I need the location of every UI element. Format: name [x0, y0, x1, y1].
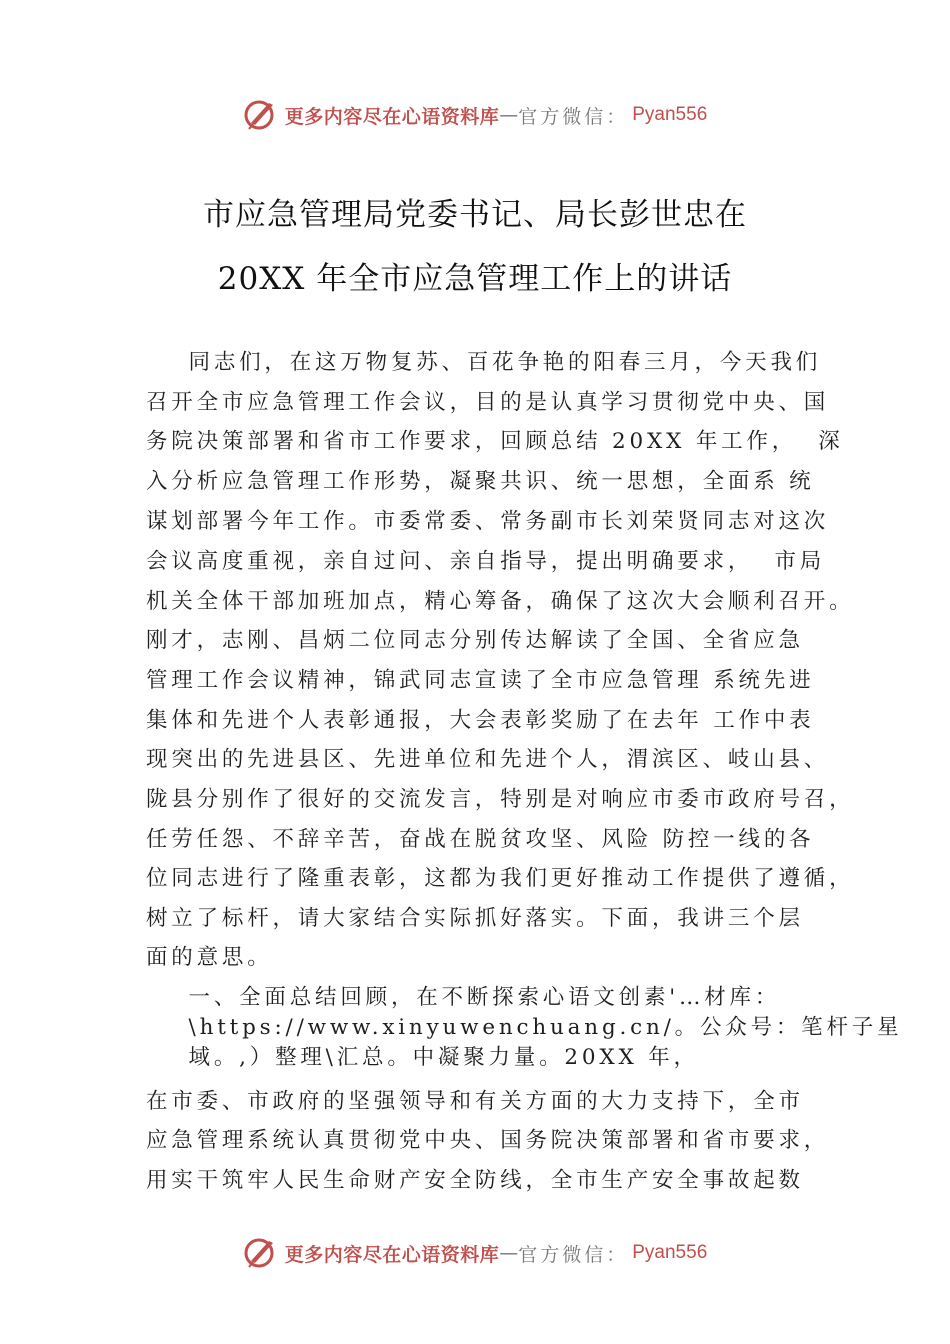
- body-line: 陇县分别作了很好的交流发言，特别是对响应市委市政府号召，: [146, 787, 855, 812]
- body-line: 入分析应急管理工作形势，凝聚共识、统一思想，全面系 统: [146, 469, 815, 494]
- body-line: 同志们，在这万物复苏、百花争艳的阳春三月，今天我们: [146, 350, 822, 375]
- quill-logo-icon: [243, 1235, 279, 1271]
- banner-wechat-id: Pyan556: [632, 104, 708, 125]
- body-line: 应急管理系统认真贯彻党中央、国务院决策部署和省市要求，: [146, 1128, 830, 1153]
- document-title-line-2: 20XX 年全市应急管理工作上的讲话: [217, 261, 733, 297]
- banner-official-label: 官方微信：: [518, 1243, 629, 1266]
- header-banner: [0, 95, 950, 135]
- body-line: 刚才，志刚、昌炳二位同志分别传达解读了全国、全省应急: [146, 628, 804, 653]
- body-line: 域。,）整理\汇总。中凝聚力量。20XX 年，: [146, 1045, 699, 1070]
- banner-dash: —: [499, 104, 519, 126]
- banner-official-label: 官方微信：: [518, 105, 629, 128]
- banner-brand-text: 更多内容尽在心语资料库: [284, 1243, 500, 1266]
- body-line: 谋划部署今年工作。市委常委、常务副市长刘荣贤同志对这次: [146, 509, 830, 534]
- quill-logo-icon: [243, 97, 279, 133]
- body-line: 位同志进行了隆重表彰，这都为我们更好推动工作提供了遵循，: [146, 866, 855, 891]
- body-line: 面的意思。: [146, 945, 273, 970]
- body-line: 一、全面总结回顾，在不断探索心语文创素'…材库：: [146, 985, 781, 1010]
- body-line: 会议高度重视，亲自过问、亲自指导，提出明确要求， 市局: [146, 549, 826, 574]
- banner-brand-text: 更多内容尽在心语资料库: [284, 105, 500, 128]
- body-line: 集体和先进个人表彰通报，大会表彰奖励了在去年 工作中表: [146, 708, 815, 733]
- body-line: 召开全市应急管理工作会议，目的是认真学习贯彻党中央、国: [146, 390, 830, 415]
- body-line: 现突出的先进县区、先进单位和先进个人，渭滨区、岐山县、: [146, 747, 830, 772]
- body-line: 务院决策部署和省市工作要求，回顾总结 20XX 年工作， 深: [146, 429, 844, 454]
- body-line: 树立了标杆，请大家结合实际抓好落实。下面，我讲三个层: [146, 906, 804, 931]
- banner-wechat-id: Pyan556: [632, 1242, 708, 1263]
- body-line: 任劳任怨、不辞辛苦，奋战在脱贫攻坚、风险 防控一线的各: [146, 827, 815, 852]
- banner-dash: —: [499, 1242, 519, 1264]
- document-title-line-1: 市应急管理局党委书记、局长彭世忠在: [203, 197, 747, 233]
- body-line: 机关全体干部加班加点，精心筹备，确保了这次大会顺利召开。: [146, 589, 855, 614]
- body-line: 管理工作会议精神，锦武同志宣读了全市应急管理 系统先进: [146, 668, 815, 693]
- body-line: 在市委、市政府的坚强领导和有关方面的大力支持下，全市: [146, 1089, 804, 1114]
- body-line: 用实干筑牢人民生命财产安全防线，全市生产安全事故起数: [146, 1168, 804, 1193]
- footer-banner: [0, 1233, 950, 1273]
- body-line: \https://www.xinyuwenchuang.cn/。公众号：笔杆子星: [146, 1015, 903, 1040]
